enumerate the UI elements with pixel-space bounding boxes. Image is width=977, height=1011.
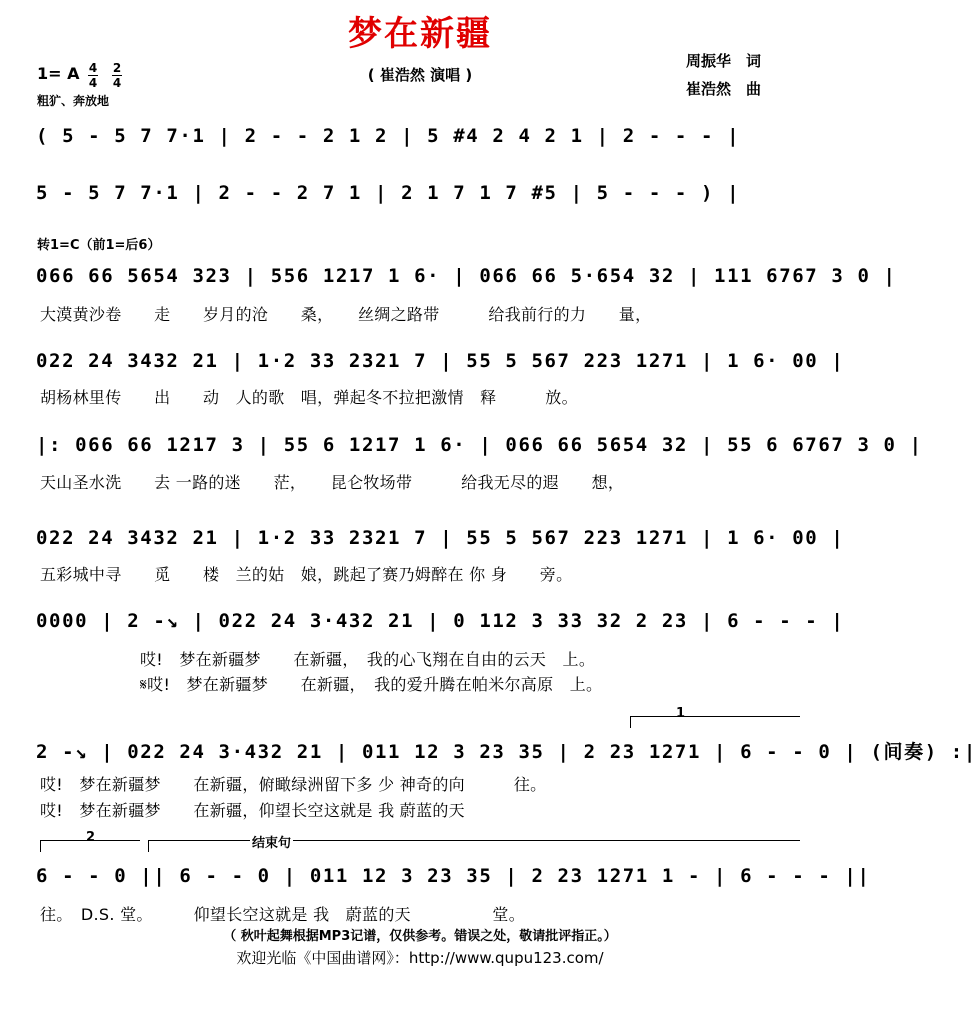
time-sig-b-numerator: 2	[112, 61, 122, 75]
volta-2-bracket-left	[40, 840, 41, 852]
ending-bracket-left	[148, 840, 149, 852]
lyric-line-7a: 哎! 梦在新疆梦 在新疆， 我的心飞翔在自由的云天 上。	[140, 650, 596, 669]
notation-line-8: 2 -↘ | 022 24 3·432 21 | 011 12 3 23 35 | 2 23 1271 | 6 - - 0 | (间奏) :|	[36, 741, 977, 763]
notation-line-1: ( 5 - 5 7 7·1 | 2 - - 2 1 2 | 5 #4 2 4 2 1 | 2 - - - |	[36, 125, 741, 147]
notation-line-9: 6 - - 0 || 6 - - 0 | 011 12 3 23 35 | 2 23 1271 1 - | 6 - - - ||	[36, 865, 871, 887]
tempo-marking: 粗犷、奔放地	[37, 94, 110, 108]
volta-1-label: 1	[676, 706, 686, 721]
volta-2-label: 2	[86, 830, 96, 845]
lyric-line-6: 五彩城中寻 觅 楼 兰的姑 娘，跳起了赛乃姆醉在 你 身 旁。	[40, 565, 573, 584]
notation-line-4: 022 24 3432 21 | 1·2 33 2321 7 | 55 5 567 223 1271 | 1 6· 00 |	[36, 350, 845, 372]
lyric-line-8a: 哎! 梦在新疆梦 在新疆，俯瞰绿洲留下多 少 神奇的向 往。	[40, 775, 547, 794]
volta-1-bracket	[630, 716, 800, 717]
website-footer: 欢迎光临《中国曲谱网》：http://www.qupu123.com/	[236, 949, 604, 967]
composer-credit: 崔浩然 曲	[686, 80, 762, 98]
lyric-line-3: 大漠黄沙卷 走 岁月的沧 桑， 丝绸之路带 给我前行的力 量，	[40, 305, 652, 324]
lyric-line-5: 天山圣水洗 去 一路的迷 茫， 昆仑牧场带 给我无尽的遐 想，	[40, 473, 625, 492]
time-sig-a-denominator: 4	[88, 76, 98, 90]
time-sig-a-numerator: 4	[88, 61, 98, 75]
transcriber-note: （ 秋叶起舞根据MP3记谱，仅供参考。错误之处，敬请批评指正。）	[223, 929, 617, 944]
key-signature: 1= A	[37, 64, 80, 83]
notation-line-5: |: 066 66 1217 3 | 55 6 1217 1 6· | 066 66 5654 32 | 55 6 6767 3 0 |	[36, 434, 923, 456]
ending-bracket	[148, 840, 800, 841]
lyric-line-8b: 哎! 梦在新疆梦 在新疆，仰望长空这就是 我 蔚蓝的天	[40, 801, 465, 820]
time-signature-a	[88, 62, 98, 89]
lyric-line-7b: 𝄋哎! 梦在新疆梦 在新疆， 我的爱升腾在帕米尔高原 上。	[140, 675, 603, 694]
singer-credit: ( 崔浩然 演唱 )	[367, 66, 473, 84]
song-title: 梦在新疆	[348, 14, 492, 54]
lyric-line-4: 胡杨林里传 出 动 人的歌 唱，弹起冬不拉把激情 释 放。	[40, 388, 578, 407]
notation-line-3: 066 66 5654 323 | 556 1217 1 6· | 066 66 5·654 32 | 111 6767 3 0 |	[36, 265, 897, 287]
notation-line-6: 022 24 3432 21 | 1·2 33 2321 7 | 55 5 567 223 1271 | 1 6· 00 |	[36, 527, 845, 549]
time-signature-b	[112, 62, 122, 89]
notation-line-2: 5 - 5 7 7·1 | 2 - - 2 7 1 | 2 1 7 1 7 #5 | 5 - - - ) |	[36, 182, 741, 204]
notation-line-7: 0000 | 2 -↘ | 022 24 3·432 21 | 0 112 3 33 32 2 23 | 6 - - - |	[36, 610, 845, 632]
ending-label: 结束句	[250, 832, 293, 851]
lyric-line-9: 往。 D.S. 堂。 仰望长空这就是 我 蔚蓝的天 堂。	[40, 905, 526, 924]
lyricist-credit: 周振华 词	[686, 52, 762, 70]
modulation-marking: 转1=C（前1=后6）	[37, 238, 161, 253]
volta-1-bracket-left	[630, 716, 631, 728]
time-sig-b-denominator: 4	[112, 76, 122, 90]
